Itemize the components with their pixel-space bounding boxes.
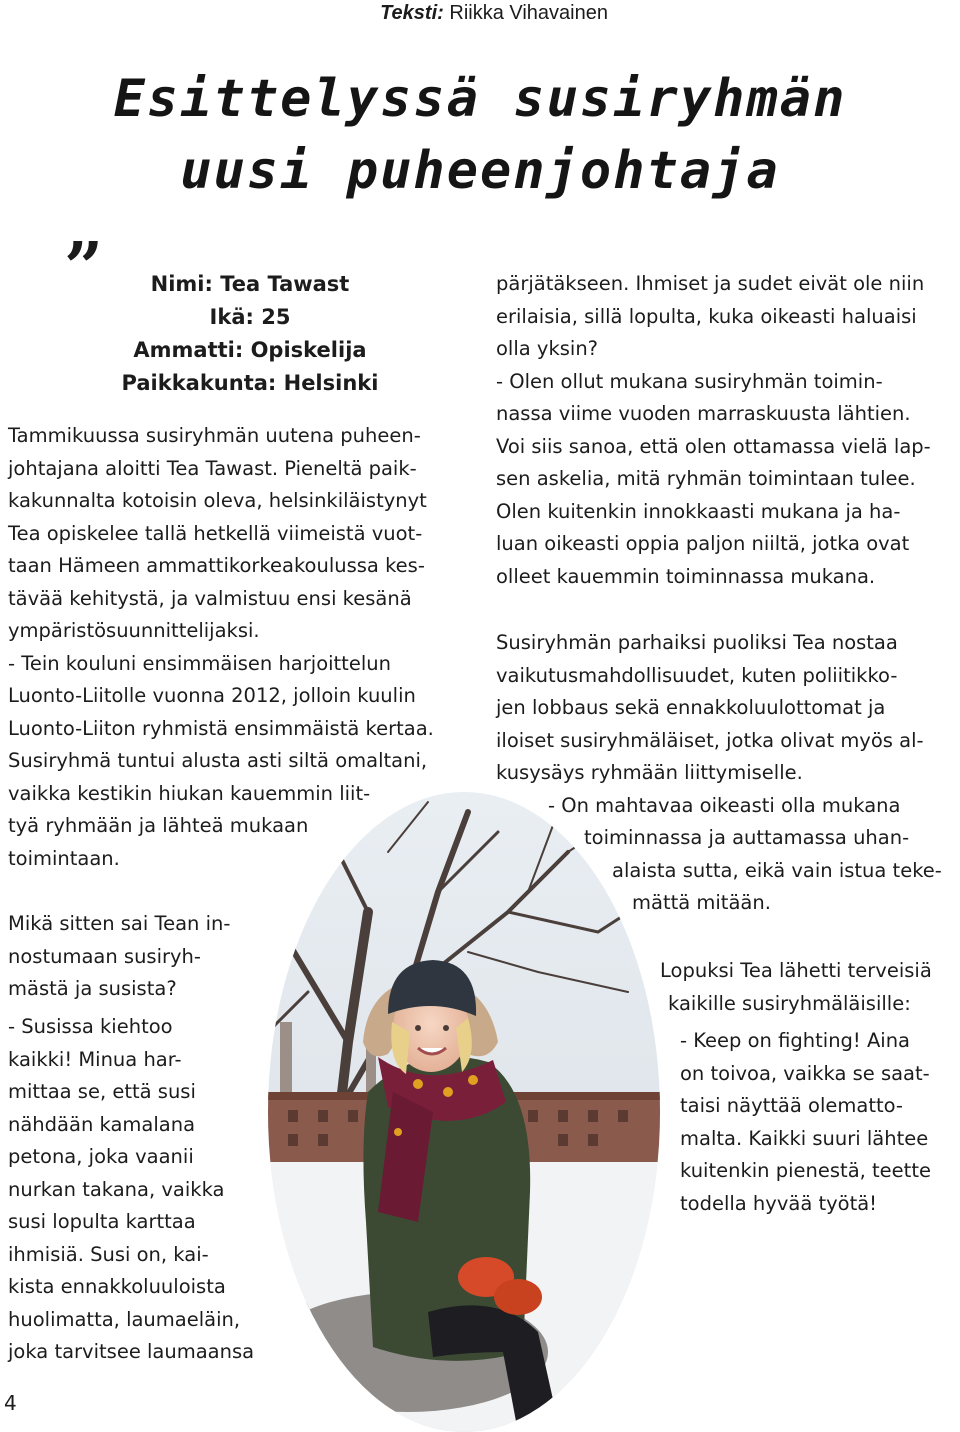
intro-line: Susiryhmä tuntui alusta asti siltä omaltani,	[8, 749, 428, 772]
question-line: ihmisiä. Susi on, kai-	[8, 1242, 209, 1266]
intro-line: toimintaan.	[8, 846, 120, 870]
right-line: pärjätäkseen. Ihmiset ja sudet eivät ole niin	[496, 272, 925, 295]
right-line: erilaisia, sillä lopulta, kuka oikeasti haluaisi	[496, 304, 917, 328]
question-line: joka tarvitsee laumaansa	[8, 1340, 255, 1363]
right-line: vaikutusmahdollisuudet, kuten poliitikko-	[496, 663, 898, 687]
portrait-photo	[268, 792, 660, 1432]
question-line: Mikä sitten sai Tean in-	[8, 912, 231, 935]
intro-line: - Tein kouluni ensimmäisen harjoittelun	[8, 651, 391, 675]
intro-line: Tammikuussa susiryhmän uutena puheen-	[8, 424, 421, 447]
right-line: - Olen ollut mukana susiryhmän toimin-	[496, 369, 883, 393]
right-line: toiminnassa ja auttamassa uhan-	[584, 826, 910, 849]
right-line: Voi siis sanoa, että olen ottamassa vielä lap-	[496, 434, 931, 458]
profile-name: Nimi: Tea Tawast	[150, 272, 350, 296]
question-line: susi lopulta karttaa	[8, 1210, 196, 1233]
right-line: iloiset susiryhmäläiset, jotka olivat myös al-	[496, 728, 924, 752]
author-credit	[380, 0, 608, 26]
question-line: nostumaan susiryh-	[8, 944, 201, 968]
right-line: olla yksin?	[496, 337, 599, 360]
quote-mark-icon: ”	[64, 228, 104, 308]
question-line: huolimatta, laumaeläin,	[8, 1307, 241, 1331]
intro-line: taan Hämeen ammattikorkeakoulussa kes-	[8, 554, 425, 577]
intro-line: Tea opiskelee tallä hetkellä viimeistä vuot-	[8, 521, 423, 545]
right-line: olleet kauemmin toiminnassa mukana.	[496, 564, 876, 588]
question-line: mästä ja susista?	[8, 977, 177, 1000]
question-line: petona, joka vaanii	[8, 1145, 194, 1168]
intro-line: Luonto-Liitolle vuonna 2012, jolloin kuulin	[8, 684, 416, 707]
profile-facts	[100, 268, 400, 400]
credit-label: Teksti:	[380, 2, 444, 24]
article-title-line-2: uusi puheenjohtaja	[180, 141, 780, 201]
article-title-line-1: Esittelyssä susiryhmän	[113, 69, 847, 129]
closing-line: kaikille susiryhmäläisille:	[668, 991, 911, 1015]
right-line: alaista sutta, eikä vain istua teke-	[612, 858, 942, 882]
profile-age: Ikä: 25	[209, 305, 291, 329]
closing-line: todella hyvää työtä!	[680, 1191, 877, 1215]
question-line: mittaa se, että susi	[8, 1080, 196, 1103]
page-number: 4	[4, 1391, 17, 1415]
intro-line: kakunnalta kotoisin oleva, helsinkiläistynyt	[8, 489, 427, 512]
intro-line: ympäristösuunnittelijaksi.	[8, 619, 260, 642]
right-line: jen lobbaus sekä ennakkoluulottomat ja	[496, 696, 886, 719]
profile-hometown: Paikkakunta: Helsinki	[121, 371, 379, 395]
right-line: luan oikeasti oppia paljon niiltä, jotka ovat	[496, 532, 910, 555]
right-line: - On mahtavaa oikeasti olla mukana	[548, 793, 901, 817]
closing-line: on toivoa, vaikka se saat-	[680, 1061, 930, 1085]
credit-author: Riikka Vihavainen	[449, 2, 608, 24]
question-line: nurkan takana, vaikka	[8, 1177, 225, 1201]
right-line: sen askelia, mitä ryhmän toimintaan tulee.	[496, 467, 916, 490]
question-line: nähdään kamalana	[8, 1112, 196, 1136]
right-line: mättä mitään.	[632, 891, 771, 914]
closing-line: kuitenkin pienestä, teette	[680, 1159, 931, 1182]
right-line: kusysäys ryhmään liittymiselle.	[496, 761, 803, 784]
question-line: kaikki! Minua har-	[8, 1047, 182, 1071]
intro-line: johtajana aloitti Tea Tawast. Pieneltä paik-	[8, 456, 417, 480]
question-line: - Susissa kiehtoo	[8, 1015, 173, 1038]
closing-line: taisi näyttää olematto-	[680, 1094, 903, 1117]
closing-line: Lopuksi Tea lähetti terveisiä	[660, 959, 932, 982]
intro-line: Luonto-Liiton ryhmistä ensimmäistä kertaa.	[8, 716, 434, 740]
right-line: Olen kuitenkin innokkaasti mukana ja ha-	[496, 499, 901, 523]
right-line: nassa viime vuoden marraskuusta lähtien.	[496, 402, 911, 425]
intro-line: vaikka kestikin hiukan kauemmin liit-	[8, 781, 371, 805]
intro-line: tävää kehitystä, ja valmistuu ensi kesänä	[8, 586, 412, 610]
question-line: kista ennakkoluuloista	[8, 1275, 226, 1298]
right-line: Susiryhmän parhaiksi puoliksi Tea nostaa	[496, 631, 898, 654]
closing-line: - Keep on fighting! Aina	[680, 1029, 911, 1052]
intro-line: tyä ryhmään ja lähteä mukaan	[8, 814, 309, 837]
closing-line: malta. Kaikki suuri lähtee	[680, 1126, 929, 1150]
profile-profession: Ammatti: Opiskelija	[133, 338, 367, 362]
